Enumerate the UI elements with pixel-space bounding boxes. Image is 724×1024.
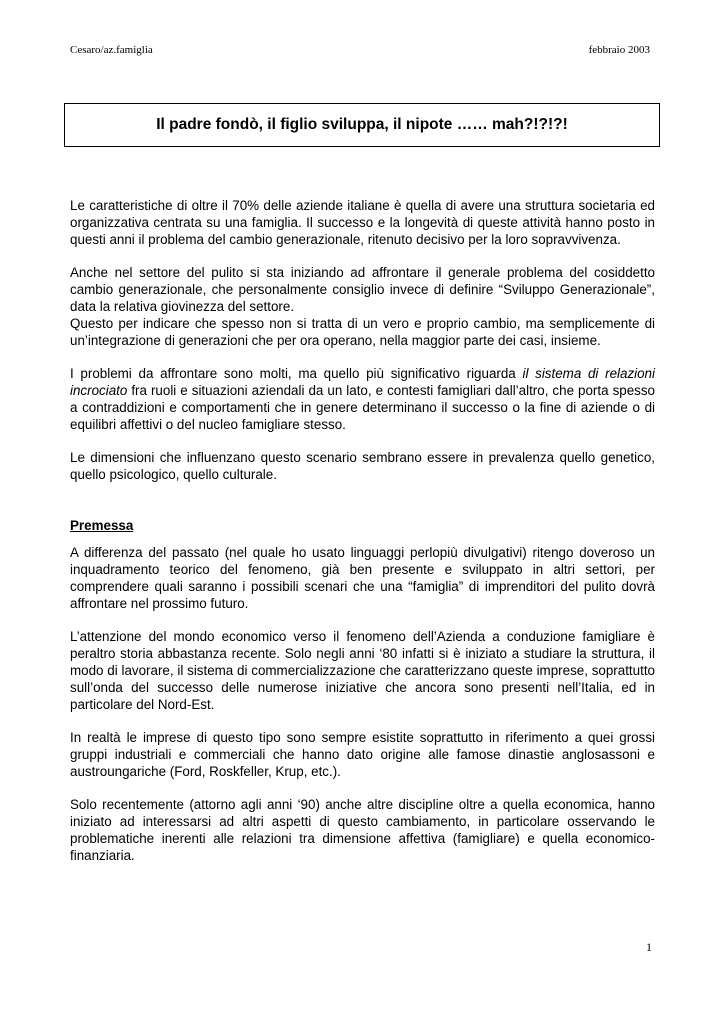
section-heading-premessa: Premessa — [70, 518, 134, 533]
document-body — [70, 197, 655, 880]
paragraph-premessa-4: Solo recentemente (attorno agli anni ‘90) anche altre discipline oltre a quella economica, hanno iniziato ad interessarsi ad altri aspetti di questo cambiamento, in particolare osservando le problematiche inerenti alle relazioni tra dimensione affettiva (famigliare) e quella economico-finanziaria. — [70, 797, 655, 863]
paragraph-intro: Le caratteristiche di oltre il 70% delle aziende italiane è quella di avere una struttura societaria ed organizzativa centrata su una famiglia. Il successo e la longevità di queste attività hanno posto in questi anni il problema del cambio generazionale, ritenuto decisivo per la loro sopravvivenza. — [70, 198, 655, 247]
paragraph-settore-pulito: Anche nel settore del pulito si sta iniziando ad affrontare il generale problema del cosiddetto cambio generazionale, che personalmente consiglio invece di definire “Sviluppo Generazionale”, data la relativa giovinezza del settore. — [70, 265, 655, 314]
paragraph-premessa-1: A differenza del passato (nel quale ho usato linguaggi perlopiù divulgativi) ritengo doveroso un inquadramento teorico del fenomeno, già ben presente e sviluppato in altri settori, per comprendere quali saranno i possibili scenari che una “famiglia” di imprenditori del pulito dovrà affrontare nel prossimo futuro. — [70, 545, 655, 611]
page-number: 1 — [646, 940, 652, 954]
paragraph-premessa-3: In realtà le imprese di questo tipo sono sempre esistite soprattutto in riferimento a quei grossi gruppi industriali e commerciali che hanno dato origine alle famose dinastie anglosassoni e austroungariche (Ford, Roskfeller, Krup, etc.). — [70, 730, 655, 779]
header-left-text: Cesaro/az.famiglia — [70, 44, 153, 56]
paragraph-premessa-2: L’attenzione del mondo economico verso il fenomeno dell’Azienda a conduzione famigliare è peraltro storia abbastanza recente. Solo negli anni ‘80 infatti si è iniziato a studiare la struttura, il modo di lavorare, il sistema di commercializzazione che caratterizzano queste imprese, soprattutto sull’onda del successo delle numerose iniziative che ancora sono presenti nell’Italia, ed in particolare del Nord-Est. — [70, 629, 655, 712]
page-header — [70, 44, 650, 56]
paragraph-problemi-end: fra ruoli e situazioni aziendali da un lato, e contesti famigliari dall’altro, che porta spesso a contraddizioni e comportamenti che in genere determinano il successo o la fine di aziende o di equilibri affettivi o del nucleo famigliare stesso. — [70, 383, 655, 432]
header-date: febbraio 2003 — [588, 44, 650, 56]
emphasis-sistema-relazioni: il sistema di relazioni incrociato — [70, 366, 655, 398]
paragraph-problemi-start: I problemi da affrontare sono molti, ma quello più significativo riguarda — [70, 366, 523, 381]
document-title: Il padre fondò, il figlio sviluppa, il nipote …… mah?!?!?! — [156, 116, 568, 133]
paragraph-dimensioni: Le dimensioni che influenzano questo scenario sembrano essere in prevalenza quello genetico, quello psicologico, quello culturale. — [70, 450, 655, 482]
title-box — [64, 103, 660, 147]
paragraph-problemi — [70, 365, 655, 433]
paragraph-integrazione: Questo per indicare che spesso non si tratta di un vero e proprio cambio, ma semplicemente di un’integrazione di generazioni che per ora operano, nella maggior parte dei casi, insieme. — [70, 316, 655, 348]
